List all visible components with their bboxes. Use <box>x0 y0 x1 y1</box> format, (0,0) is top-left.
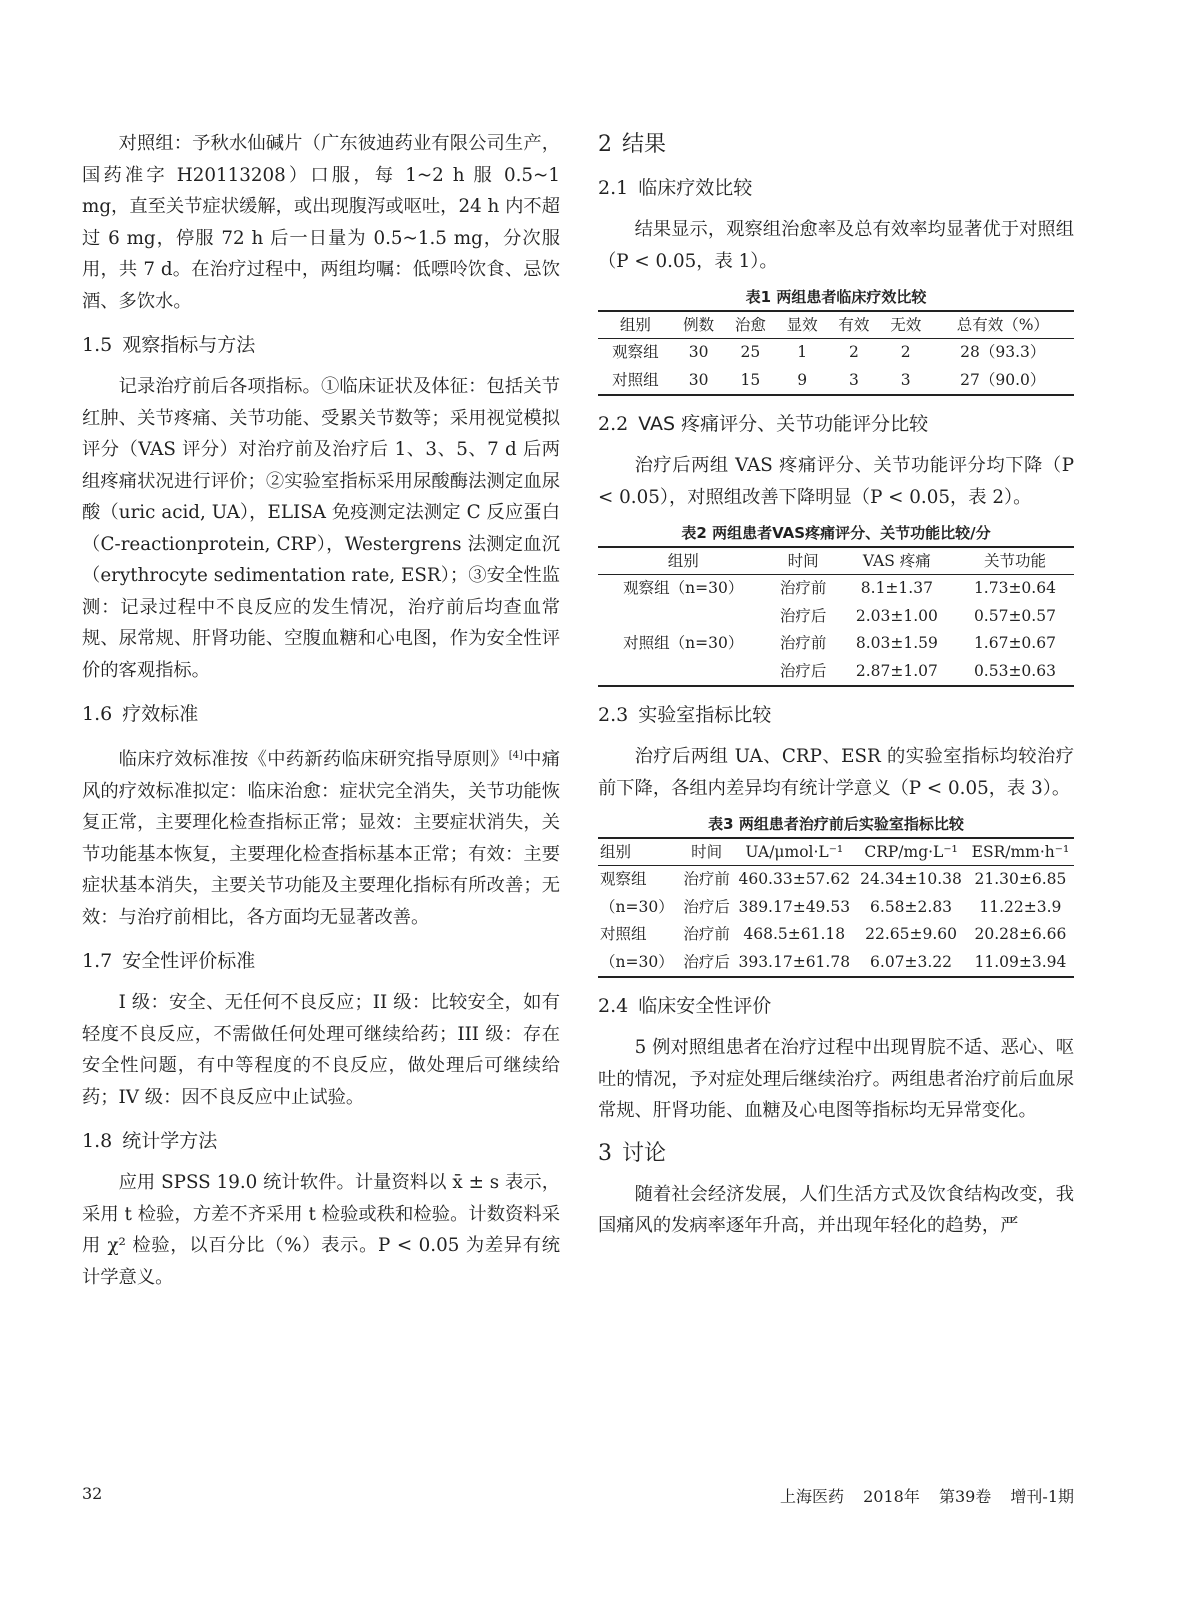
left-column <box>82 128 560 1293</box>
table-cell: （n=30） <box>598 949 680 978</box>
section-1-8-paragraph: 应用 SPSS 19.0 统计软件。计量资料以 x̄ ± s 表示，采用 t 检验，方差不齐采用 t 检验或秩和检验。计数资料采用 χ² 检验，以百分比（%）表示。P < 0.05 为差异有统计学意义。 <box>82 1172 560 1288</box>
table-header-row <box>598 311 1074 339</box>
table-row <box>598 866 1074 894</box>
section-title: 安全性评价标准 <box>122 950 256 973</box>
table-row <box>598 630 1074 658</box>
table-row <box>598 894 1074 922</box>
group-cell-empty <box>598 658 768 687</box>
section-2-3-heading <box>598 701 1074 729</box>
table-cell: 治疗前 <box>779 634 827 652</box>
journal-issue: 增刊-1期 <box>1010 1487 1074 1506</box>
table-cell: 0.57±0.57 <box>973 606 1056 625</box>
table-cell: 6.58±2.83 <box>870 897 953 916</box>
table3-caption: 表3 两组患者治疗前后实验室指标比较 <box>708 815 964 833</box>
section-number: 2.2 <box>598 413 629 435</box>
table-cell: 2.03±1.00 <box>855 606 938 625</box>
table-cell: 393.17±61.78 <box>733 949 855 978</box>
table-row <box>598 367 1074 396</box>
section-1-5-paragraph: 记录治疗前后各项指标。①临床证状及体征：包括关节红肿、关节疼痛、关节功能、受累关节数等；采用视觉模拟评分（VAS 评分）对治疗前及治疗后 1、3、5、7 d 后两组疼痛状况进行评价；②实验室指标采用尿酸酶法测定血尿酸（uric acid, UA），ELISA 免疫测定法测定 C 反应蛋白（C-reactionprotein, CRP），Westergrens 法测定血沉（erythrocyte sedimentation rate, ESR）；③安全性监测：记录过程中不良反应的发生情况，治疗前后均查血常规、尿常规、肝肾功能、空腹血糖和心电图，作为安全性评价的客观指标。 <box>82 376 560 681</box>
table-cell: 1.67±0.67 <box>973 634 1056 652</box>
table-cell: 11.09±3.94 <box>967 949 1074 978</box>
section-number: 1.6 <box>82 703 113 725</box>
table-cell: 11.22±3.9 <box>979 897 1062 916</box>
section-2-heading <box>598 130 1074 160</box>
table-cell: 治疗后 <box>680 949 733 978</box>
table-cell: 2 <box>849 343 859 361</box>
table-cell: 8.1±1.37 <box>860 579 933 597</box>
section-2-4-heading <box>598 992 1074 1020</box>
table3 <box>598 837 1074 978</box>
table-cell: 468.5±61.18 <box>743 925 846 943</box>
section-3-paragraph: 随着社会经济发展，人们生活方式及饮食结构改变，我国痛风的发病率逐年升高，并出现年轻化的趋势，严 <box>598 1183 1074 1236</box>
section-number: 2.3 <box>598 704 629 726</box>
page-number: 32 <box>82 1484 103 1503</box>
section-2-4-paragraph: 5 例对照组患者在治疗过程中出现胃脘不适、恶心、呕吐的情况，予对症处理后继续治疗。两组患者治疗前后血尿常规、肝肾功能、血糖及心电图等指标均无异常变化。 <box>598 1037 1074 1121</box>
column-header: 例数 <box>673 311 725 339</box>
section-title: 结果 <box>622 132 667 157</box>
table-cell: 30 <box>688 343 709 361</box>
section-number: 2.4 <box>598 995 629 1017</box>
paragraph-text: 临床疗效标准按《中药新药临床研究指导原则》 <box>118 749 509 771</box>
table-cell: 6.07±3.22 <box>855 949 967 978</box>
section-title: 统计学方法 <box>122 1130 218 1153</box>
section-number: 1.8 <box>82 1130 113 1153</box>
table-cell: 治疗前 <box>683 870 730 888</box>
citation-ref: [4] <box>508 750 523 761</box>
table-cell: 389.17±49.53 <box>738 897 851 916</box>
table-cell: 21.30±6.85 <box>974 870 1067 888</box>
table-cell: 2.87±1.07 <box>838 658 956 687</box>
group-cell-empty <box>598 603 768 631</box>
column-header: 无效 <box>880 311 932 339</box>
table2-caption: 表2 两组患者VAS疼痛评分、关节功能比较/分 <box>681 524 991 542</box>
table-cell: 治疗后 <box>779 606 827 625</box>
table-row <box>598 658 1074 687</box>
column-header: ESR/mm·h⁻¹ <box>967 838 1074 866</box>
section-number: 2 <box>598 132 612 157</box>
section-1-7-paragraph: I 级：安全、无任何不良反应；II 级：比较安全，如有轻度不良反应，不需做任何处理可继续给药；III 级：存在安全性问题，有中等程度的不良反应，做处理后可继续给药；IV 级：因不良反应中止试验。 <box>82 992 560 1108</box>
table-cell: 25 <box>740 343 761 361</box>
table-cell: 24.34±10.38 <box>860 870 962 888</box>
table-header-row <box>598 838 1074 866</box>
table-row <box>598 603 1074 631</box>
group-cell: 观察组（n=30） <box>623 579 744 597</box>
paragraph-text: 中痛风的疗效标准拟定：临床治愈：症状完全消失，关节功能恢复正常，主要理化检查指标正常；显效：主要症状消失，关节功能基本恢复，主要理化检查指标基本正常；有效：主要症状基本消失，主要关节功能及主要理化指标有所改善；无效：与治疗前相比，各方面均无显著改善。 <box>82 749 561 928</box>
column-header: 治愈 <box>724 311 776 339</box>
table-cell: 观察组 <box>600 870 647 888</box>
column-header: 组别 <box>598 311 673 339</box>
table-cell: 观察组 <box>612 343 659 361</box>
section-1-6-heading <box>82 700 560 728</box>
section-title: 临床安全性评价 <box>638 995 772 1017</box>
table-cell: 0.53±0.63 <box>956 658 1074 687</box>
table-row <box>598 949 1074 978</box>
column-header: 组别 <box>598 547 768 575</box>
table-cell: 治疗后 <box>768 658 837 687</box>
control-group-paragraph: 对照组：予秋水仙碱片（广东彼迪药业有限公司生产，国药准字 H20113208）口服，每 1~2 h 服 0.5~1 mg，直至关节症状缓解，或出现腹泻或呕吐，24 h 内不超过 6 mg，停服 72 h 后一日量为 0.5~1.5 mg，分次服用，共 7 d。在治疗过程中，两组均嘱：低嘌呤饮食、忌饮酒、多饮水。 <box>82 133 560 312</box>
table-cell: 对照组 <box>598 367 673 396</box>
table-cell: 28（93.3） <box>960 343 1046 361</box>
section-title: 实验室指标比较 <box>638 704 772 726</box>
table-cell: 对照组 <box>600 925 647 943</box>
column-header: VAS 疼痛 <box>838 547 956 575</box>
journal-year: 2018年 <box>863 1487 920 1506</box>
section-title: 疗效标准 <box>122 703 199 725</box>
journal-volume: 第39卷 <box>938 1487 992 1506</box>
section-2-1-heading <box>598 174 1074 202</box>
table-header-row <box>598 547 1074 575</box>
column-header: 组别 <box>598 838 680 866</box>
table-cell: 20.28±6.66 <box>974 925 1067 943</box>
right-column <box>598 128 1074 1242</box>
table1-caption: 表1 两组患者临床疗效比较 <box>745 288 927 306</box>
table-cell: 3 <box>828 367 880 396</box>
journal-name: 上海医药 <box>780 1487 845 1506</box>
table-cell: 治疗后 <box>683 897 730 916</box>
group-cell: 对照组（n=30） <box>623 634 744 652</box>
section-1-6-paragraph <box>82 740 560 933</box>
section-title: 观察指标与方法 <box>122 334 256 356</box>
column-header: 时间 <box>680 838 733 866</box>
section-2-1-paragraph: 结果显示，观察组治愈率及总有效率均显著优于对照组（P < 0.05，表 1）。 <box>598 219 1074 272</box>
section-1-5-heading <box>82 331 560 359</box>
section-1-7-heading <box>82 947 560 975</box>
journal-info <box>766 1484 1074 1507</box>
section-2-3-paragraph: 治疗后两组 UA、CRP、ESR 的实验室指标均较治疗前下降，各组内差异均有统计学意义（P < 0.05，表 3）。 <box>598 746 1074 799</box>
table-row <box>598 921 1074 949</box>
table-cell: 27（90.0） <box>932 367 1074 396</box>
section-title: VAS 疼痛评分、关节功能评分比较 <box>638 413 929 435</box>
table-cell: 8.03±1.59 <box>855 634 938 652</box>
section-1-8-heading <box>82 1127 560 1155</box>
table-cell: 1.73±0.64 <box>973 579 1056 597</box>
table-row <box>598 575 1074 603</box>
column-header: 显效 <box>776 311 828 339</box>
table-cell: 22.65±9.60 <box>865 925 957 943</box>
table1 <box>598 310 1074 396</box>
section-number: 1.7 <box>82 950 113 973</box>
section-number: 2.1 <box>598 177 629 199</box>
table2 <box>598 546 1074 687</box>
table-row <box>598 339 1074 367</box>
column-header: 总有效（%） <box>932 311 1074 339</box>
section-2-2-heading <box>598 410 1074 438</box>
table-cell: 3 <box>880 367 932 396</box>
section-title: 讨论 <box>622 1140 667 1166</box>
section-number: 1.5 <box>82 334 113 356</box>
table-cell: 30 <box>673 367 725 396</box>
table-cell: 治疗前 <box>683 925 730 943</box>
column-header: CRP/mg·L⁻¹ <box>855 838 967 866</box>
table-cell: （n=30） <box>600 897 674 916</box>
table-cell: 1 <box>797 343 808 361</box>
section-2-2-paragraph: 治疗后两组 VAS 疼痛评分、关节功能评分均下降（P < 0.05），对照组改善下降明显（P < 0.05，表 2）。 <box>598 455 1074 508</box>
table-cell: 治疗前 <box>779 579 827 597</box>
column-header: 关节功能 <box>956 547 1074 575</box>
section-3-heading <box>598 1139 1074 1169</box>
section-title: 临床疗效比较 <box>638 177 753 199</box>
column-header: 时间 <box>768 547 837 575</box>
table-cell: 9 <box>776 367 828 396</box>
section-number: 3 <box>598 1140 612 1166</box>
table-cell: 2 <box>900 343 911 361</box>
column-header: UA/μmol·L⁻¹ <box>733 838 855 866</box>
table-cell: 460.33±57.62 <box>738 870 851 888</box>
table-cell: 15 <box>724 367 776 396</box>
column-header: 有效 <box>828 311 880 339</box>
